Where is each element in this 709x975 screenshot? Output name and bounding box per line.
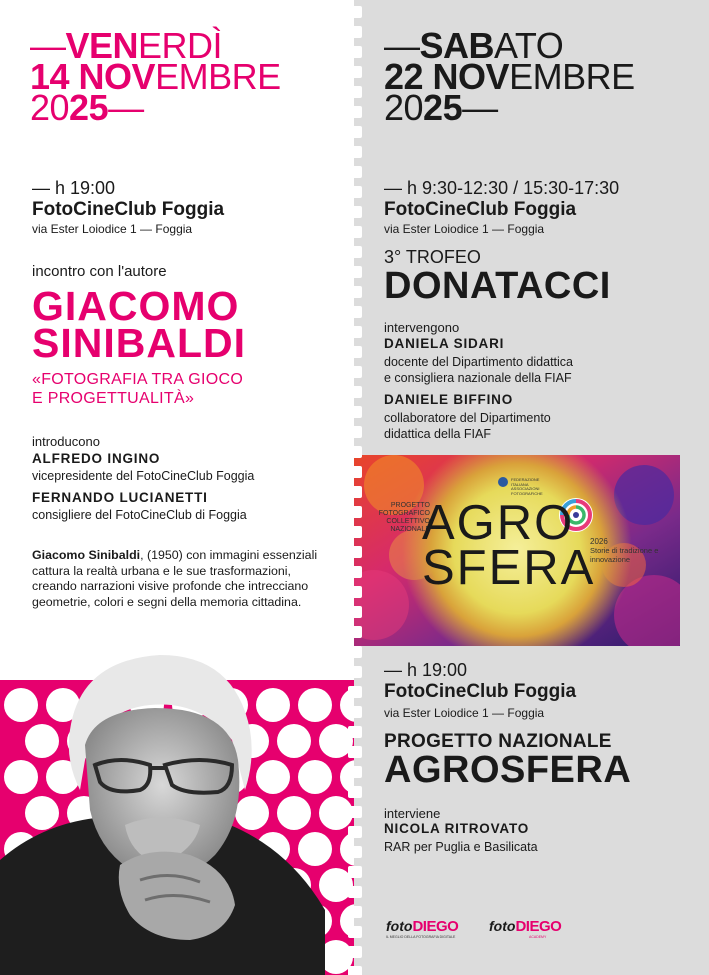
film-hole: [348, 426, 362, 438]
speaker-name: DANIELA SIDARI: [384, 336, 505, 351]
film-hole: [348, 46, 362, 58]
agrosfera-banner: [354, 455, 680, 646]
banner-year: 2026: [590, 537, 608, 546]
film-hole: [348, 146, 362, 158]
intro-label: incontro con l'autore: [32, 263, 167, 280]
right-venue-2: FotoCineClub Foggia: [384, 681, 577, 702]
film-hole: [348, 846, 362, 858]
film-hole: [348, 686, 362, 698]
fotodiego-academy-logo: fotoDIEGO ACADEMY: [489, 918, 562, 939]
film-hole: [348, 326, 362, 338]
project-label: PROGETTO NAZIONALE: [384, 731, 612, 752]
right-address-2: via Ester Loiodice 1 — Foggia: [384, 706, 545, 720]
banner-title: AGRO SFERA: [422, 496, 596, 595]
right-time-1: — h 9:30-12:30 / 15:30-17:30: [384, 178, 620, 198]
film-hole: [348, 106, 362, 118]
film-hole: [348, 206, 362, 218]
film-hole: [348, 26, 362, 38]
film-hole: [348, 666, 362, 678]
film-hole: [348, 126, 362, 138]
film-hole: [348, 266, 362, 278]
film-hole: [348, 566, 362, 578]
author-name: GIACOMO SINIBALDI: [32, 283, 246, 366]
film-hole: [348, 906, 362, 918]
film-hole: [348, 6, 362, 18]
film-hole: [348, 466, 362, 478]
film-hole: [348, 406, 362, 418]
speaker-name: FERNANDO LUCIANETTI: [32, 490, 208, 505]
film-hole: [348, 506, 362, 518]
right-time-2: — h 19:00: [384, 660, 468, 680]
film-strip: [344, 0, 366, 975]
film-hole: [348, 226, 362, 238]
film-hole: [348, 66, 362, 78]
project-title: AGROSFERA: [384, 749, 632, 791]
film-hole: [348, 966, 362, 975]
film-hole: [348, 626, 362, 638]
film-hole: [348, 366, 362, 378]
film-hole: [348, 346, 362, 358]
film-hole: [348, 826, 362, 838]
speaker-role: vicepresidente del FotoCineClub Foggia: [32, 469, 255, 483]
film-hole: [348, 646, 362, 658]
speaker-role: consigliere del FotoCineClub di Foggia: [32, 508, 247, 522]
film-hole: [348, 606, 362, 618]
film-hole: [348, 246, 362, 258]
speaker-name: DANIELE BIFFINO: [384, 392, 513, 407]
film-hole: [348, 486, 362, 498]
film-hole: [348, 766, 362, 778]
film-hole: [348, 706, 362, 718]
speaker-role: e consigliera nazionale della FIAF: [384, 371, 572, 385]
film-hole: [348, 586, 362, 598]
speaker-role: docente del Dipartimento didattica: [384, 355, 574, 369]
author-bio: Giacomo Sinibaldi, (1950) con immagini essenziali cattura la realtà urbana e le sue trasformazioni, creando narrazioni visive profonde che intrecciano geometrie, colori e segni della memoria cittadina.: [32, 548, 318, 609]
trofeo-label: 3° TROFEO: [384, 247, 481, 267]
left-address: via Ester Loiodice 1 — Foggia: [32, 222, 193, 236]
film-hole: [348, 786, 362, 798]
left-date: —VENERDÌ 14 NOVEMBRE 2025—: [30, 25, 281, 128]
film-hole: [348, 746, 362, 758]
film-hole: [348, 886, 362, 898]
film-hole: [348, 306, 362, 318]
film-hole: [348, 166, 362, 178]
left-venue: FotoCineClub Foggia: [32, 199, 225, 220]
film-hole: [348, 286, 362, 298]
fotodiego-logo: fotoDIEGO IL MEGLIO DELLA FOTOGRAFIA DIGITALE: [386, 918, 459, 939]
film-hole: [348, 926, 362, 938]
speaker-name: NICOLA RITROVATO: [384, 821, 530, 836]
speaker-role: collaboratore del Dipartimento: [384, 411, 551, 425]
right-address-1: via Ester Loiodice 1 — Foggia: [384, 222, 545, 236]
speaker-role: didattica della FIAF: [384, 427, 491, 441]
left-time: — h 19:00: [32, 178, 116, 198]
speaker-role: RAR per Puglia e Basilicata: [384, 840, 538, 854]
speaker-name: ALFREDO INGINO: [32, 451, 161, 466]
trofeo-title: DONATACCI: [384, 265, 611, 307]
author-portrait: [0, 650, 325, 975]
film-hole: [348, 866, 362, 878]
film-hole: [348, 446, 362, 458]
film-hole: [348, 386, 362, 398]
film-hole: [348, 86, 362, 98]
right-date: —SABATO 22 NOVEMBRE 2025—: [384, 25, 635, 128]
banner-institution: FEDERAZIONE ITALIANA ASSOCIAZIONI FOTOGRAFICHE: [511, 477, 543, 496]
banner-project-label: PROGETTO FOTOGRAFICO COLLETTIVO NAZIONALE: [378, 502, 430, 533]
talk-title: «FOTOGRAFIA TRA GIOCO E PROGETTUALITÀ»: [32, 371, 244, 407]
film-hole: [348, 186, 362, 198]
fiaf-seal-icon: [498, 477, 508, 487]
intervener-label: interviene: [384, 806, 441, 821]
introducers-label: introducono: [32, 434, 100, 449]
film-hole: [348, 726, 362, 738]
interveners-label: intervengono: [384, 320, 460, 335]
right-venue-1: FotoCineClub Foggia: [384, 199, 577, 220]
left-panel: [0, 0, 354, 975]
banner-tagline: Storie di tradizione e innovazione: [590, 546, 659, 564]
film-hole: [348, 526, 362, 538]
film-hole: [348, 946, 362, 958]
film-hole: [348, 806, 362, 818]
film-hole: [348, 546, 362, 558]
